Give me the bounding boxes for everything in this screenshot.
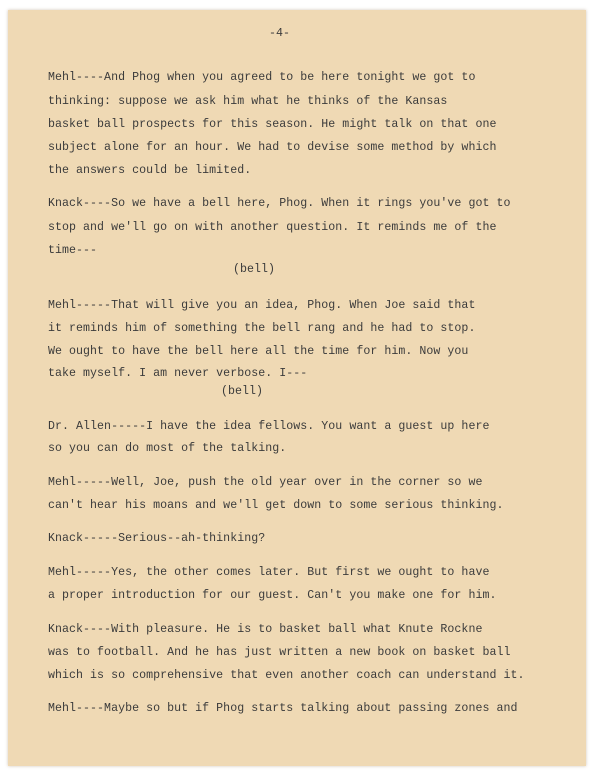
- text-line: Mehl-----That will give you an idea, Phog. When Joe said that: [48, 299, 476, 312]
- text-line: which is so comprehensive that even another coach can understand it.: [48, 669, 525, 682]
- text-line: can't hear his moans and we'll get down to some serious thinking.: [48, 499, 504, 512]
- typed-page: [8, 10, 586, 766]
- text-line: basket ball prospects for this season. He might talk on that one: [48, 118, 497, 131]
- text-line: a proper introduction for our guest. Can't you make one for him.: [48, 589, 497, 602]
- text-line: Mehl-----Yes, the other comes later. But first we ought to have: [48, 566, 490, 579]
- stage-cue-bell: (bell): [221, 385, 264, 398]
- text-line: take myself. I am never verbose. I---: [48, 367, 308, 380]
- text-line: thinking: suppose we ask him what he thinks of the Kansas: [48, 95, 448, 108]
- text-line: it reminds him of something the bell rang and he had to stop.: [48, 322, 476, 335]
- text-line: Mehl----And Phog when you agreed to be here tonight we got to: [48, 71, 476, 84]
- page-text: [8, 10, 586, 715]
- stage-cue-bell: (bell): [233, 263, 276, 276]
- text-line: We ought to have the bell here all the time for him. Now you: [48, 345, 469, 358]
- text-line: stop and we'll go on with another question. It reminds me of the: [48, 221, 497, 234]
- text-line: Mehl----Maybe so but if Phog starts talking about passing zones and: [48, 702, 518, 715]
- text-line: Dr. Allen-----I have the idea fellows. You want a guest up here: [48, 420, 490, 433]
- text-line: so you can do most of the talking.: [48, 442, 287, 455]
- text-line: subject alone for an hour. We had to devise some method by which: [48, 141, 497, 154]
- text-line: Mehl-----Well, Joe, push the old year over in the corner so we: [48, 476, 483, 489]
- text-line: the answers could be limited.: [48, 164, 252, 177]
- page-number: -4-: [269, 27, 291, 40]
- text-line: Knack----With pleasure. He is to basket ball what Knute Rockne: [48, 623, 483, 636]
- text-line: Knack-----Serious--ah-thinking?: [48, 532, 266, 545]
- text-line: was to football. And he has just written a new book on basket ball: [48, 646, 511, 659]
- text-line: Knack----So we have a bell here, Phog. When it rings you've got to: [48, 197, 511, 210]
- text-line: time---: [48, 244, 98, 257]
